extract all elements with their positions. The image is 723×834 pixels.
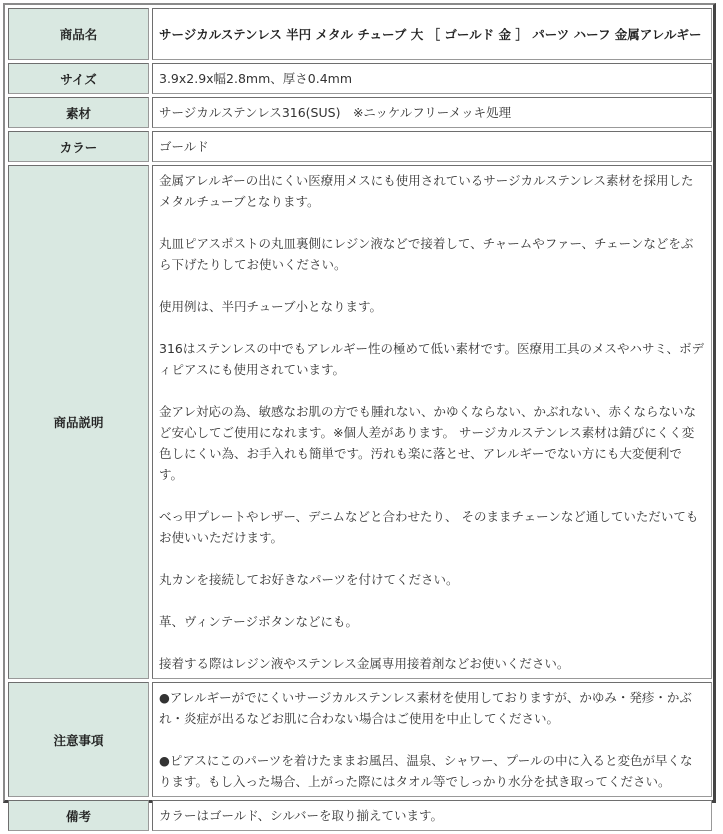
description-value — [152, 165, 712, 679]
description-paragraph: 丸皿ピアスポストの丸皿裏側にレジン液などで接着して、チャームやファー、チェーンなどをぶら下げたりしてお使いください。 — [159, 236, 694, 272]
header-product-name: 商品名 — [8, 8, 149, 60]
description-paragraph: 金アレ対応の為、敏感なお肌の方でも腫れない、かゆくならない、かぶれない、赤くならないなど安心してご使用になれます。※個人差があります。 サージカルステンレス素材は錆びにくく変色しにくい為、お手入れも簡単です。汚れも楽に落とせ、アレルギーでない方にも大変便利です。 — [159, 404, 697, 482]
table-row-size — [8, 63, 712, 94]
table-row-notes — [8, 682, 712, 797]
material-value: サージカルステンレス316(SUS) ※ニッケルフリーメッキ処理 — [152, 97, 712, 128]
header-size: サイズ — [8, 63, 149, 94]
notes-paragraph: ●ピアスにこのパーツを着けたままお風呂、温泉、シャワー、プールの中に入ると変色が早くなります。もし入った場合、上がった際にはタオル等でしっかり水分を拭き取ってください。 — [159, 753, 693, 789]
notes-value — [152, 682, 712, 797]
header-color: カラー — [8, 131, 149, 162]
color-value: ゴールド — [152, 131, 712, 162]
table-row-product-name — [8, 8, 712, 60]
description-paragraph: 316はステンレスの中でもアレルギー性の極めて低い素材です。医療用工具のメスやハサミ、ボディピアスにも使用されています。 — [159, 341, 704, 377]
description-paragraph: 使用例は、半円チューブ小となります。 — [159, 299, 383, 314]
description-paragraph: べっ甲プレートやレザー、デニムなどと合わせたり、 そのままチェーンなど通していただいてもお使いいただけます。 — [159, 509, 699, 545]
table-row-description — [8, 165, 712, 679]
table-row-remarks — [8, 800, 712, 831]
description-paragraph: 革、ヴィンテージボタンなどにも。 — [159, 614, 359, 629]
header-description: 商品説明 — [8, 165, 149, 679]
table-row-color — [8, 131, 712, 162]
product-spec-table — [5, 5, 715, 834]
header-remarks: 備考 — [8, 800, 149, 831]
remarks-value: カラーはゴールド、シルバーを取り揃えています。 — [152, 800, 712, 831]
header-material: 素材 — [8, 97, 149, 128]
notes-paragraph: ●アレルギーがでにくいサージカルステンレス素材を使用しておりますが、かゆみ・発疹・かぶれ・炎症が出るなどお肌に合わない場合はご使用を中止してください。 — [159, 690, 692, 726]
table-row-material — [8, 97, 712, 128]
product-name-value: サージカルステンレス 半円 メタル チューブ 大 ［ ゴールド 金 ］ パーツ ハーフ 金属アレルギー — [152, 8, 712, 60]
description-paragraph: 金属アレルギーの出にくい医療用メスにも使用されているサージカルステンレス素材を採用したメタルチューブとなります。 — [159, 173, 694, 209]
header-notes: 注意事項 — [8, 682, 149, 797]
description-paragraph: 丸カンを接続してお好きなパーツを付けてください。 — [159, 572, 459, 587]
size-value: 3.9x2.9x幅2.8mm、厚さ0.4mm — [152, 63, 712, 94]
description-paragraph: 接着する際はレジン液やステンレス金属専用接着剤などお使いください。 — [159, 656, 570, 671]
